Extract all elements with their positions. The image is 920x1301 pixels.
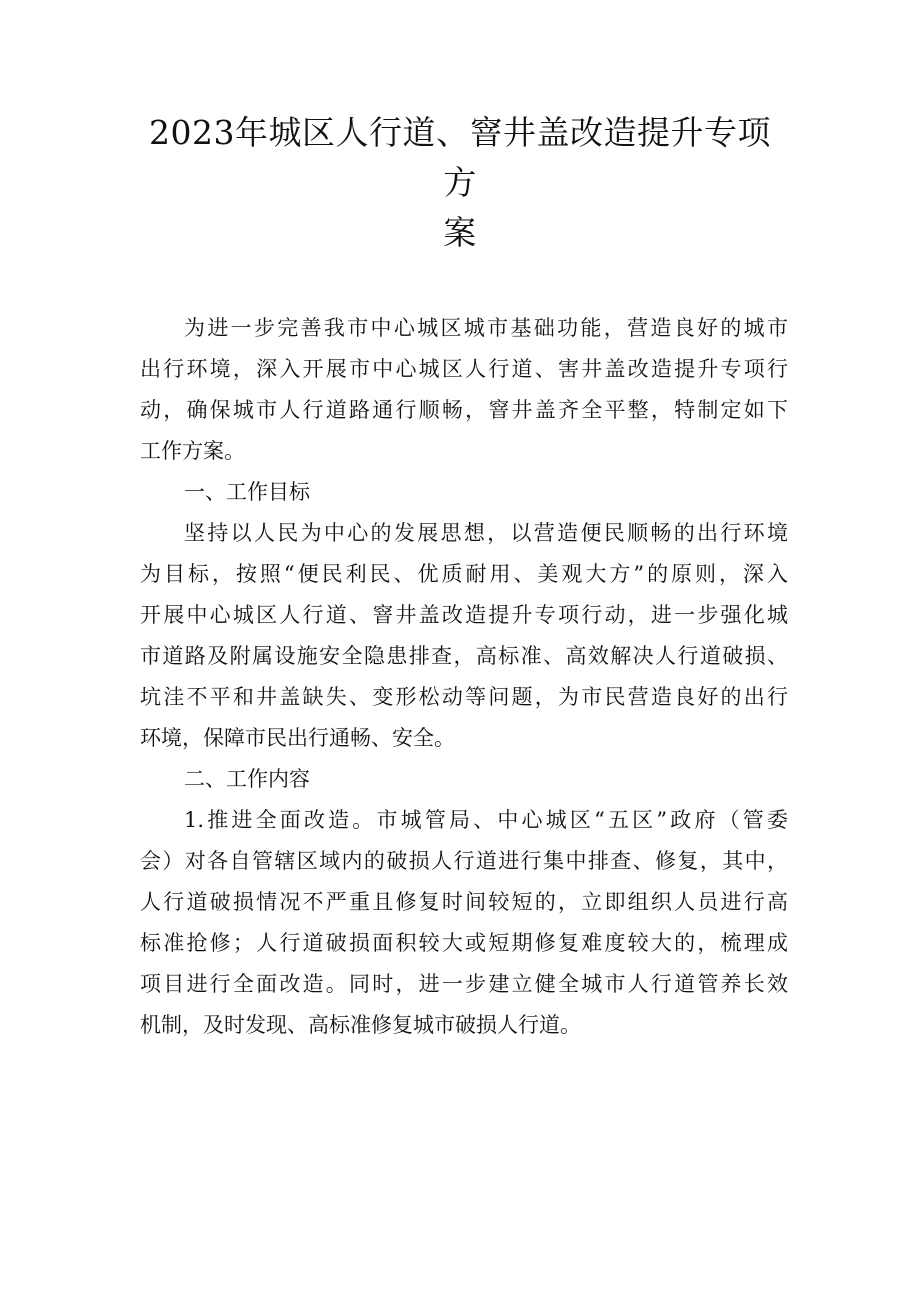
goals-line: 坑洼不平和井盖缺失、变形松动等问题，为市民营造良好的出行 — [140, 685, 788, 709]
content-item-1-paragraph — [140, 800, 788, 1046]
content-line: 人行道破损情况不严重且修复时间较短的，立即组织人员进行高 — [140, 890, 788, 914]
intro-line: 动，确保城市人行道路通行顺畅，窨井盖齐全平整，特制定如下 — [140, 398, 788, 422]
section-heading-goals: 一、工作目标 — [184, 480, 310, 504]
document-body — [140, 308, 788, 1046]
title-line-2: 方 — [443, 163, 477, 202]
content-line: 机制，及时发现、高标准修复城市破损人行道。 — [140, 1013, 581, 1037]
title-line-1: 2023年城区人行道、窨井盖改造提升专项 — [149, 113, 771, 152]
content-line: 项目进行全面改造。同时，进一步建立健全城市人行道管养长效 — [140, 972, 788, 996]
intro-paragraph — [140, 308, 788, 472]
content-line: 1.推进全面改造。市城管局、中心城区“五区”政府（管委 — [184, 808, 788, 832]
intro-line: 工作方案。 — [140, 439, 245, 463]
goals-paragraph — [140, 513, 788, 759]
intro-line: 出行环境，深入开展市中心城区人行道、害井盖改造提升专项行 — [140, 357, 788, 381]
goals-line: 为目标，按照“便民利民、优质耐用、美观大方”的原则，深入 — [140, 562, 788, 586]
goals-line: 市道路及附属设施安全隐患排查，高标准、高效解决人行道破损、 — [140, 644, 788, 668]
intro-line: 为进一步完善我市中心城区城市基础功能，营造良好的城市 — [184, 316, 788, 340]
section-heading-content: 二、工作内容 — [184, 767, 310, 791]
goals-line: 环境，保障市民出行通畅、安全。 — [140, 726, 455, 750]
goals-line: 开展中心城区人行道、窨井盖改造提升专项行动，进一步强化城 — [140, 603, 788, 627]
content-line: 会）对各自管辖区域内的破损人行道进行集中排查、修复，其中， — [140, 849, 788, 873]
title-line-3: 案 — [443, 213, 477, 252]
content-line: 标准抢修；人行道破损面积较大或短期修复难度较大的，梳理成 — [140, 931, 788, 955]
document-title — [130, 108, 790, 258]
goals-line: 坚持以人民为中心的发展思想，以营造便民顺畅的出行环境 — [184, 521, 788, 545]
